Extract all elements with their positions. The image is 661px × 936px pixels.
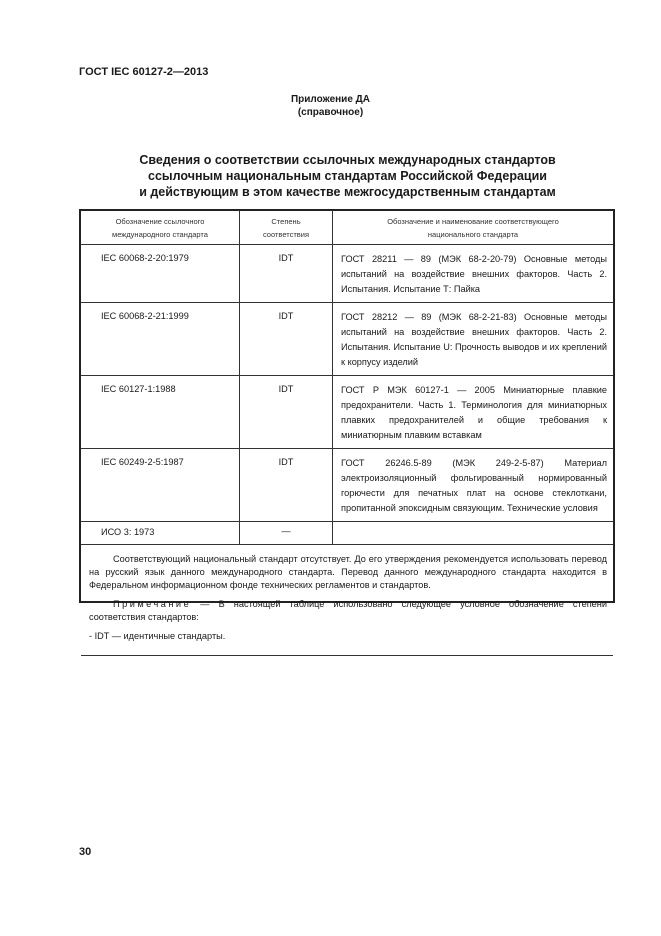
title-line-1: Сведения о соответствии ссылочных международных стандартов [139,153,556,167]
table-row [81,245,613,303]
header-ref-line-2: международного стандарта [112,229,208,239]
page-title [80,152,615,200]
ref-standard-cell: IEC 60068-2-20:1979 [81,245,240,303]
national-standard-cell: ГОСТ 26246.5-89 (МЭК 249-2-5-87) Материал электроизоляционный фольгированный нормированный горючести для печатных плат на основе стеклоткани, пропитанной эпоксидным связующим. Технические условия [333,449,614,522]
table-row [81,376,613,449]
national-standard-cell: ГОСТ Р МЭК 60127-1 — 2005 Миниатюрные плавкие предохранители. Часть 1. Терминология для миниатюрных плавких предохранителей и общие требования к миниатюрным плавким вставкам [333,376,614,449]
document-code: ГОСТ IEC 60127-2—2013 [79,66,209,78]
header-degree-line-2: соответствия [262,229,310,239]
note-remark [89,598,607,624]
ref-standard-cell: IEC 60068-2-21:1999 [81,303,240,376]
page-number: 30 [79,846,92,858]
table-note-row [81,545,613,656]
appendix-title: Приложение ДА [290,94,371,105]
table-row [81,449,613,522]
note-label: Примечание [113,599,192,609]
header-national-line-2: национального стандарта [427,229,519,239]
appendix-heading [0,93,661,119]
table-note [81,545,613,656]
note-item: - IDT — идентичные стандарты. [89,631,226,641]
header-ref-standard [81,211,240,245]
header-national-standard [333,211,614,245]
header-national-line-1: Обозначение и наименование соответствующего [387,216,559,226]
correspondence-table [79,209,615,641]
header-degree [240,211,333,245]
degree-cell: IDT [240,376,333,449]
degree-cell: IDT [240,245,333,303]
note-paragraph: Соответствующий национальный стандарт отсутствует. До его утверждения рекомендуется использовать перевод на русский язык данного международного стандарта. Перевод данного международного стандарта находится в Федеральном информационном фонде технических регламентов и стандартов. [89,554,607,590]
title-line-3: и действующим в этом качестве межгосударственным стандартам [139,185,556,199]
national-standard-cell: ГОСТ 28211 — 89 (МЭК 68-2-20-79) Основные методы испытаний на воздействие внешних факторов. Часть 2. Испытания. Испытание Т: Пайка [333,245,614,303]
ref-standard-cell: IEC 60249-2-5:1987 [81,449,240,522]
title-line-2: ссылочным национальным стандартам Российской Федерации [148,169,547,183]
table-row [81,303,613,376]
national-standard-cell: ГОСТ 28212 — 89 (МЭК 68-2-21-83) Основные методы испытаний на воздействие внешних факторов. Часть 2. Испытания. Испытание U: Прочность выводов и их креплений к корпусу изделий [333,303,614,376]
appendix-subtitle: (справочное) [297,107,364,118]
degree-cell: — [240,522,333,545]
note-remark-text: — В настоящей таблице использовано следующее условное обозначение степени соответствия стандартов: [89,599,607,622]
degree-cell: IDT [240,303,333,376]
header-degree-line-1: Степень [271,216,301,226]
ref-standard-cell: IEC 60127-1:1988 [81,376,240,449]
national-standard-cell [333,522,614,545]
header-ref-line-1: Обозначение ссылочного [115,216,205,226]
ref-standard-cell: ИСО 3: 1973 [81,522,240,545]
degree-cell: IDT [240,449,333,522]
table-header-row [81,211,613,245]
table-row [81,522,613,545]
